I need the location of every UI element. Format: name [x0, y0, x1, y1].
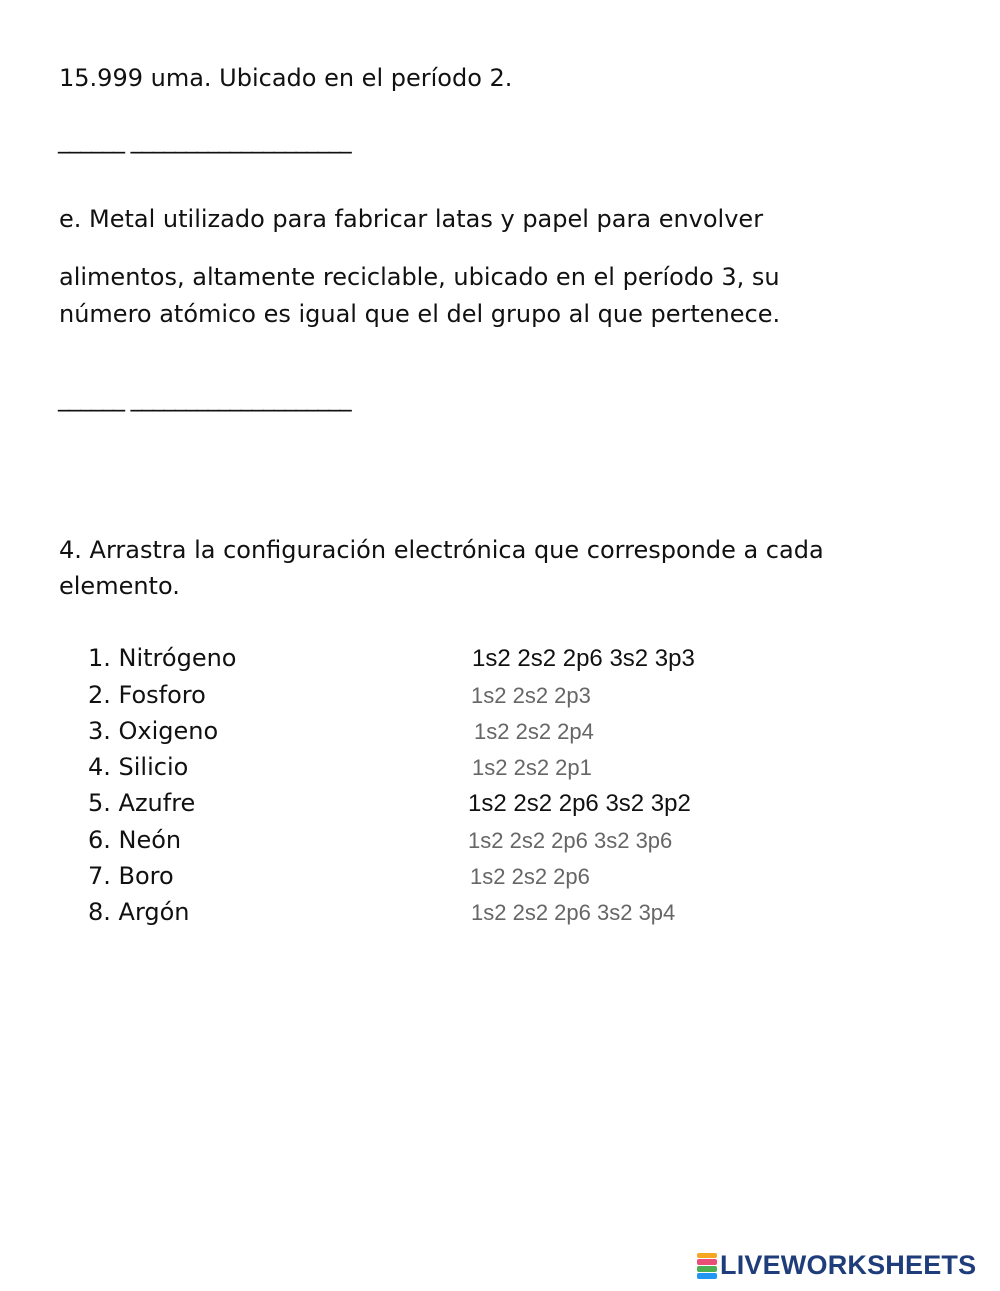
logo-block-4	[697, 1273, 717, 1279]
element-item: 4. Silicio	[88, 753, 189, 781]
item-e-line-2: alimentos, altamente reciclable, ubicado en el período 3, su	[59, 263, 780, 291]
configuration-option[interactable]: 1s2 2s2 2p6 3s2 3p4	[471, 900, 676, 925]
intro-line: 15.999 uma. Ubicado en el período 2.	[59, 64, 513, 92]
question-4-line-2: elemento.	[59, 572, 180, 600]
configuration-option[interactable]: 1s2 2s2 2p6 3s2 3p3	[472, 645, 695, 672]
element-item: 6. Neón	[88, 826, 182, 854]
element-item: 2. Fosforo	[88, 681, 206, 709]
logo-text: LIVEWORKSHEETS	[720, 1250, 977, 1280]
configuration-option[interactable]: 1s2 2s2 2p1	[472, 755, 592, 780]
configuration-option[interactable]: 1s2 2s2 2p6	[470, 864, 590, 889]
logo-block-2	[697, 1259, 717, 1265]
element-item: 1. Nitrógeno	[88, 644, 237, 672]
liveworksheets-logo	[697, 1252, 976, 1279]
configuration-option[interactable]: 1s2 2s2 2p3	[471, 683, 591, 708]
answer-blank-1[interactable]: ______ ____________________	[58, 126, 351, 154]
answer-blank-2[interactable]: ______ ____________________	[58, 384, 351, 412]
question-4-line-1: 4. Arrastra la configuración electrónica que corresponde a cada	[59, 536, 824, 564]
element-item: 7. Boro	[88, 862, 174, 890]
logo-block-3	[697, 1266, 717, 1272]
configuration-option[interactable]: 1s2 2s2 2p4	[474, 719, 594, 744]
item-e-line-1: e. Metal utilizado para fabricar latas y papel para envolver	[59, 205, 764, 233]
configuration-option[interactable]: 1s2 2s2 2p6 3s2 3p6	[468, 828, 673, 853]
element-item: 8. Argón	[88, 898, 190, 926]
element-item: 5. Azufre	[88, 789, 196, 817]
item-e-line-3: número atómico es igual que el del grupo al que pertenece.	[59, 300, 781, 328]
configuration-option[interactable]: 1s2 2s2 2p6 3s2 3p2	[468, 790, 691, 817]
liveworksheets-logo-icon	[697, 1253, 717, 1279]
element-item: 3. Oxigeno	[88, 717, 219, 745]
logo-block-1	[697, 1253, 717, 1259]
